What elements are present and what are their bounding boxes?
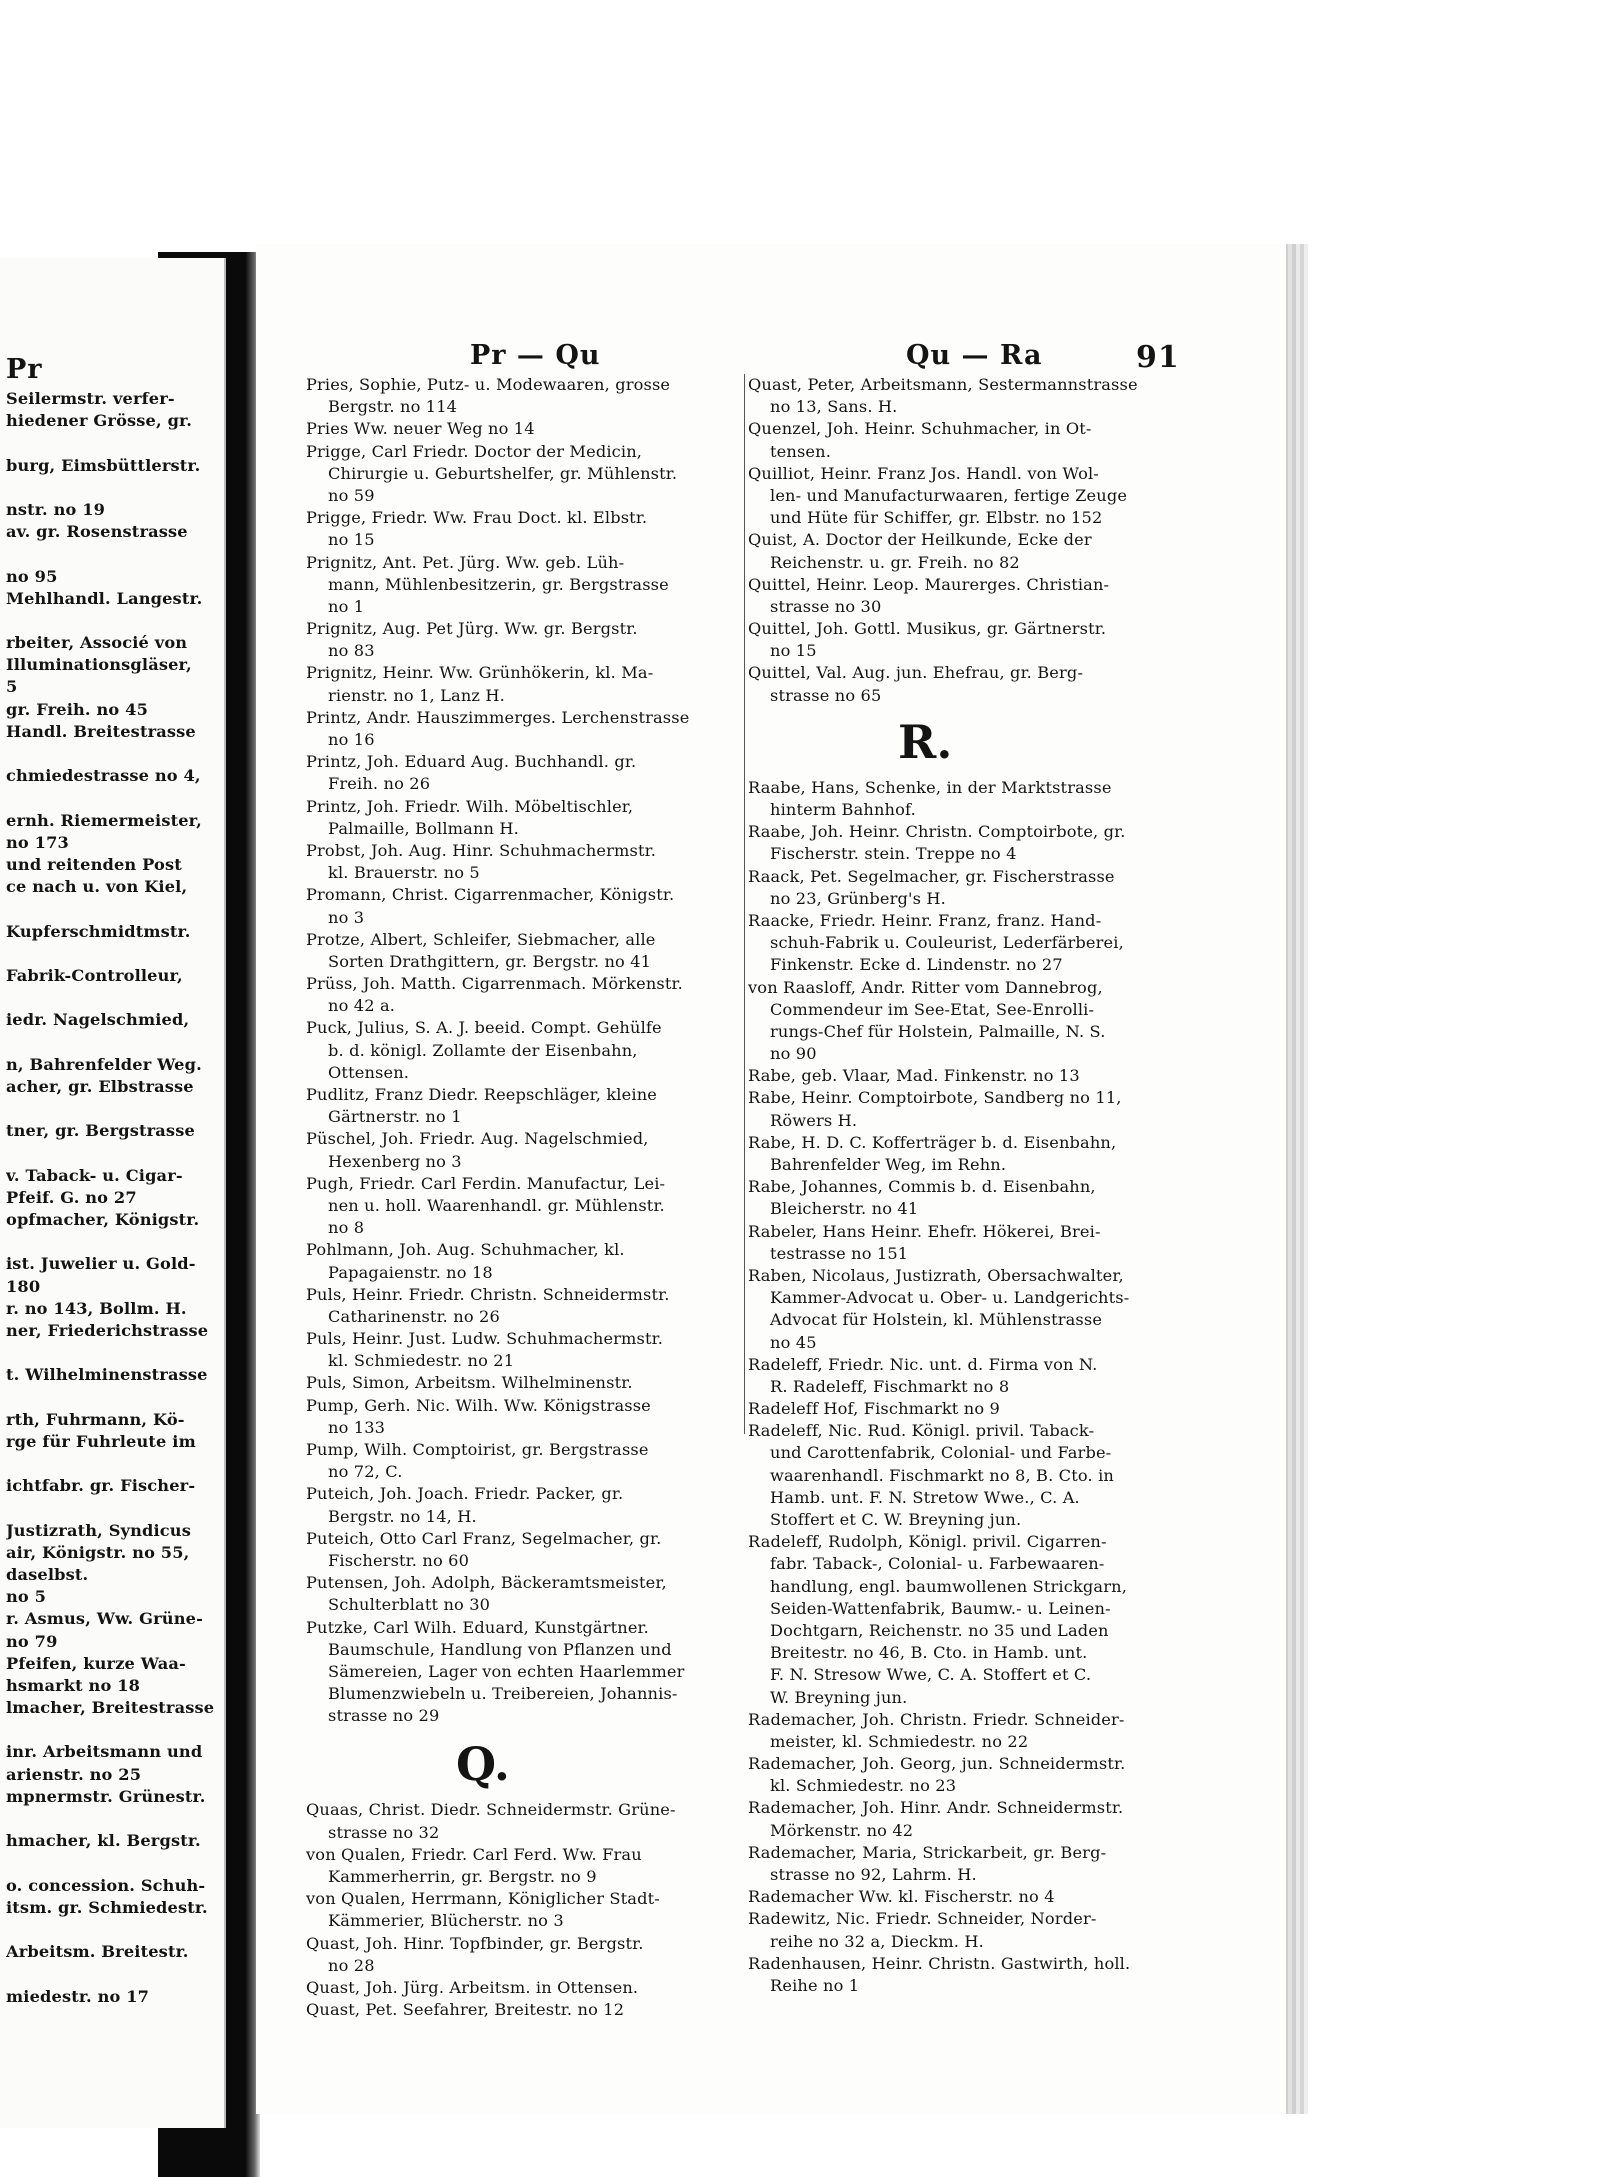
directory-line: gr. Freih. no 45 bbox=[6, 699, 148, 719]
directory-entry-line: Pump, Wilh. Comptoirist, gr. Bergstrasse bbox=[306, 1440, 649, 1459]
left-page bbox=[0, 258, 226, 2128]
directory-entry-line: Rabe, Johannes, Commis b. d. Eisenbahn, bbox=[748, 1177, 1096, 1197]
directory-line: ernh. Riemermeister, bbox=[6, 810, 202, 830]
directory-entry-line: Puls, Heinr. Friedr. Christn. Schneidermstr. bbox=[306, 1284, 670, 1304]
directory-entry-line: Sämereien, Lager von echten Haarlemmer bbox=[328, 1661, 685, 1681]
directory-entry-line: Prigge, Carl Friedr. Doctor der Medicin, bbox=[306, 441, 643, 461]
directory-entry-line: Rademacher, Maria, Strickarbeit, gr. Berg- bbox=[748, 1842, 1107, 1862]
directory-line: v. Taback- u. Cigar- bbox=[6, 1165, 183, 1185]
directory-line: rbeiter, Associé von bbox=[6, 633, 188, 653]
directory-line: miedestr. no 17 bbox=[6, 1986, 150, 2006]
directory-entry-line: rungs-Chef für Holstein, Palmaille, N. S. bbox=[770, 1021, 1106, 1041]
directory-entry-line: Gärtnerstr. no 1 bbox=[328, 1107, 462, 1127]
directory-line bbox=[6, 1852, 214, 1874]
directory-entry-line: Quist, A. Doctor der Heilkunde, Ecke der bbox=[748, 530, 1092, 550]
directory-line: Pfeifen, kurze Waa- bbox=[6, 1653, 186, 1673]
directory-line: o. concession. Schuh- bbox=[6, 1875, 206, 1895]
directory-entry-line: Raabe, Joh. Heinr. Christn. Comptoirbote, gr. bbox=[748, 822, 1126, 842]
directory-entry-line: no 8 bbox=[328, 1218, 365, 1238]
directory-entry-line: Finkenstr. Ecke d. Lindenstr. no 27 bbox=[770, 955, 1063, 975]
directory-entry-line: Dochtgarn, Reichenstr. no 35 und Laden bbox=[770, 1620, 1109, 1640]
directory-entry-line: Quenzel, Joh. Heinr. Schuhmacher, in Ot- bbox=[748, 419, 1092, 439]
directory-line: hsmarkt no 18 bbox=[6, 1675, 141, 1695]
directory-entry-line: Fischerstr. stein. Treppe no 4 bbox=[770, 844, 1017, 864]
directory-entry-line: Puck, Julius, S. A. J. beeid. Compt. Gehülfe bbox=[306, 1018, 662, 1038]
directory-entry-line: rienstr. no 1, Lanz H. bbox=[328, 685, 505, 705]
directory-entry-line: no 23, Grünberg's H. bbox=[770, 888, 946, 908]
directory-entry-line: Rabeler, Hans Heinr. Ehefr. Hökerei, Brei- bbox=[748, 1221, 1101, 1241]
directory-entry-line: Printz, Andr. Hauszimmerges. Lerchenstrasse bbox=[306, 707, 690, 727]
directory-line bbox=[6, 1453, 214, 1475]
directory-line: hiedener Grösse, gr. bbox=[6, 411, 193, 431]
directory-entry-line: Chirurgie u. Geburtshelfer, gr. Mühlenstr. bbox=[328, 463, 678, 483]
directory-entry-line: Rabe, geb. Vlaar, Mad. Finkenstr. no 13 bbox=[748, 1066, 1080, 1086]
directory-entry-line: Hamb. unt. F. N. Stretow Wwe., C. A. bbox=[770, 1487, 1080, 1507]
directory-entry-line: Pries Ww. neuer Weg no 14 bbox=[306, 419, 535, 439]
directory-entry-line: Püschel, Joh. Friedr. Aug. Nagelschmied, bbox=[306, 1129, 649, 1149]
directory-line: r. no 143, Bollm. H. bbox=[6, 1298, 187, 1318]
directory-entry-line: waarenhandl. Fischmarkt no 8, B. Cto. in bbox=[770, 1465, 1114, 1485]
directory-entry-line: no 16 bbox=[328, 730, 375, 749]
directory-entry-line: Radewitz, Nic. Friedr. Schneider, Norder- bbox=[748, 1909, 1097, 1929]
directory-line: Kupferschmidtmstr. bbox=[6, 921, 191, 941]
directory-line bbox=[6, 1031, 214, 1053]
directory-entry-line: Bleicherstr. no 41 bbox=[770, 1199, 919, 1219]
directory-entry-line: Kammerherrin, gr. Bergstr. no 9 bbox=[328, 1867, 597, 1886]
page-number: 91 bbox=[1136, 340, 1180, 375]
directory-entry-line: strasse no 32 bbox=[328, 1822, 440, 1842]
directory-entry-line: Quittel, Joh. Gottl. Musikus, gr. Gärtnerstr. bbox=[748, 619, 1107, 639]
directory-line: 180 bbox=[6, 1276, 41, 1296]
directory-entry-line: Raacke, Friedr. Heinr. Franz, franz. Hand- bbox=[748, 910, 1102, 930]
directory-entry-line: Stoffert et C. W. Breyning jun. bbox=[770, 1510, 1022, 1529]
directory-line: tner, gr. Bergstrasse bbox=[6, 1121, 195, 1141]
directory-line: r. Asmus, Ww. Grüne- bbox=[6, 1609, 203, 1629]
directory-line: acher, gr. Elbstrasse bbox=[6, 1076, 194, 1096]
directory-entry-line: no 90 bbox=[770, 1044, 817, 1064]
directory-entry-line: Radenhausen, Heinr. Christn. Gastwirth, holl. bbox=[748, 1953, 1131, 1973]
directory-line bbox=[6, 1386, 214, 1408]
directory-entry-line: len- und Manufacturwaaren, fertige Zeuge bbox=[770, 485, 1128, 505]
directory-entry-line: no 13, Sans. H. bbox=[770, 397, 898, 417]
directory-line bbox=[6, 543, 214, 565]
directory-entry-line: Prignitz, Aug. Pet Jürg. Ww. gr. Bergstr. bbox=[306, 619, 638, 639]
directory-entry-line: Freih. no 26 bbox=[328, 774, 431, 794]
directory-line bbox=[6, 1098, 214, 1120]
directory-entry-line: no 42 a. bbox=[328, 996, 396, 1016]
directory-line bbox=[6, 1497, 214, 1519]
directory-entry-line: Mörkenstr. no 42 bbox=[770, 1820, 914, 1840]
directory-entry-line: Quittel, Heinr. Leop. Maurerges. Christian- bbox=[748, 574, 1110, 594]
directory-entry-line: Rademacher, Joh. Hinr. Andr. Schneidermstr. bbox=[748, 1798, 1124, 1818]
directory-entry-line: no 28 bbox=[328, 1955, 375, 1975]
directory-line: av. gr. Rosenstrasse bbox=[6, 522, 188, 542]
directory-entry-line: mann, Mühlenbesitzerin, gr. Bergstrasse bbox=[328, 574, 669, 594]
directory-entry-line: Raack, Pet. Segelmacher, gr. Fischerstrasse bbox=[748, 866, 1115, 886]
directory-line: Mehlhandl. Langestr. bbox=[6, 588, 203, 608]
directory-entry-line: Rademacher, Joh. Christn. Friedr. Schneider- bbox=[748, 1709, 1125, 1729]
directory-entry-line: Rabe, H. D. C. Kofferträger b. d. Eisenbahn, bbox=[748, 1132, 1117, 1152]
directory-entry-line: Pump, Gerh. Nic. Wilh. Ww. Königstrasse bbox=[306, 1395, 651, 1415]
directory-entry-line: Kämmerier, Blücherstr. no 3 bbox=[328, 1911, 564, 1931]
directory-line: lmacher, Breitestrasse bbox=[6, 1698, 215, 1718]
directory-entry-line: Reihe no 1 bbox=[770, 1975, 860, 1995]
directory-line bbox=[6, 987, 214, 1009]
directory-entry-line: Raben, Nicolaus, Justizrath, Obersachwalter, bbox=[748, 1265, 1124, 1285]
directory-entry-line: Papagaienstr. no 18 bbox=[328, 1262, 493, 1282]
directory-entry-line: testrasse no 151 bbox=[770, 1243, 909, 1263]
directory-line: ner, Friederichstrasse bbox=[6, 1320, 209, 1340]
directory-entry-line: Bergstr. no 14, H. bbox=[328, 1506, 477, 1526]
directory-line bbox=[6, 1919, 214, 1941]
directory-line bbox=[6, 787, 214, 809]
directory-entry-line: Puls, Heinr. Just. Ludw. Schuhmachermstr. bbox=[306, 1329, 664, 1349]
directory-entry-line: kl. Brauerstr. no 5 bbox=[328, 863, 480, 883]
directory-line: Illuminationsgläser, bbox=[6, 655, 192, 675]
directory-entry-line: Radeleff Hof, Fischmarkt no 9 bbox=[748, 1399, 1000, 1419]
directory-line: no 173 bbox=[6, 832, 69, 852]
directory-line: no 5 bbox=[6, 1587, 47, 1607]
directory-entry-line: no 83 bbox=[328, 641, 375, 661]
directory-entry-line: von Qualen, Herrmann, Königlicher Stadt- bbox=[306, 1889, 660, 1909]
directory-entry-line: Radeleff, Rudolph, Königl. privil. Cigarren- bbox=[748, 1532, 1107, 1552]
column-divider bbox=[744, 374, 745, 1434]
directory-entry-line: Prignitz, Ant. Pet. Jürg. Ww. geb. Lüh- bbox=[306, 552, 625, 572]
directory-line: Pfeif. G. no 27 bbox=[6, 1187, 137, 1207]
directory-line: inr. Arbeitsmann und bbox=[6, 1742, 203, 1762]
directory-line: t. Wilhelminenstrasse bbox=[6, 1365, 208, 1385]
directory-line: n, Bahrenfelder Weg. bbox=[6, 1054, 202, 1074]
directory-entry-line: F. N. Stresow Wwe, C. A. Stoffert et C. bbox=[770, 1665, 1092, 1685]
directory-entry-line: tensen. bbox=[770, 441, 832, 461]
directory-entry-line: Rabe, Heinr. Comptoirbote, Sandberg no 11, bbox=[748, 1088, 1122, 1108]
directory-entry-line: no 59 bbox=[328, 485, 375, 505]
directory-entry-line: Quast, Joh. Hinr. Topfbinder, gr. Bergstr. bbox=[306, 1933, 644, 1953]
directory-entry-line: schuh-Fabrik u. Couleurist, Lederfärberei, bbox=[770, 933, 1124, 953]
directory-entry-line: Probst, Joh. Aug. Hinr. Schuhmachermstr. bbox=[306, 840, 657, 860]
section-heading-r: R. bbox=[898, 714, 953, 769]
running-header-right: Qu — Ra bbox=[906, 340, 1043, 371]
directory-entry-line: strasse no 29 bbox=[328, 1706, 440, 1726]
directory-line: ce nach u. von Kiel, bbox=[6, 877, 188, 897]
directory-entry-line: Schulterblatt no 30 bbox=[328, 1595, 491, 1615]
directory-line: Seilermstr. verfer- bbox=[6, 389, 175, 408]
directory-entry-line: Rademacher Ww. kl. Fischerstr. no 4 bbox=[748, 1887, 1055, 1907]
directory-line: rth, Fuhrmann, Kö- bbox=[6, 1409, 185, 1429]
directory-entry-line: no 45 bbox=[770, 1332, 817, 1352]
directory-entry-line: Hexenberg no 3 bbox=[328, 1151, 462, 1171]
directory-entry-line: Blumenzwiebeln u. Treibereien, Johannis- bbox=[328, 1684, 678, 1704]
directory-line: daselbst. bbox=[6, 1564, 89, 1584]
directory-entry-line: von Raasloff, Andr. Ritter vom Dannebrog, bbox=[748, 977, 1103, 997]
directory-entry-line: fabr. Taback-, Colonial- u. Farbewaaren- bbox=[770, 1554, 1105, 1574]
directory-line: nstr. no 19 bbox=[6, 499, 106, 519]
directory-entry-line: b. d. königl. Zollamte der Eisenbahn, bbox=[328, 1040, 638, 1060]
directory-entry-line: Quilliot, Heinr. Franz Jos. Handl. von Wol- bbox=[748, 463, 1099, 483]
directory-line bbox=[6, 1719, 214, 1741]
directory-column-b bbox=[748, 374, 1448, 1997]
directory-entry-line: Röwers H. bbox=[770, 1110, 858, 1130]
directory-entry-line: kl. Schmiedestr. no 23 bbox=[770, 1776, 957, 1796]
directory-entry-line: Quaas, Christ. Diedr. Schneidermstr. Grüne- bbox=[306, 1800, 676, 1820]
directory-line: rge für Fuhrleute im bbox=[6, 1431, 196, 1451]
directory-entry-line: Printz, Joh. Eduard Aug. Buchhandl. gr. bbox=[306, 752, 637, 772]
directory-line: iedr. Nagelschmied, bbox=[6, 1010, 190, 1030]
directory-line: und reitenden Post bbox=[6, 854, 182, 874]
directory-entry-line: Palmaille, Bollmann H. bbox=[328, 818, 519, 838]
directory-entry-line: strasse no 30 bbox=[770, 596, 882, 616]
directory-entry-line: reihe no 32 a, Dieckm. H. bbox=[770, 1931, 984, 1951]
directory-entry-line: Quast, Pet. Seefahrer, Breitestr. no 12 bbox=[306, 2000, 625, 2020]
directory-entry-line: Pohlmann, Joh. Aug. Schuhmacher, kl. bbox=[306, 1240, 625, 1260]
directory-entry-line: strasse no 92, Lahrm. H. bbox=[770, 1865, 977, 1884]
directory-entry-line: und Carottenfabrik, Colonial- und Farbe- bbox=[770, 1443, 1112, 1463]
directory-entry-line: Prüss, Joh. Matth. Cigarrenmach. Mörkenstr. bbox=[306, 974, 683, 994]
directory-line: Justizrath, Syndicus bbox=[6, 1520, 191, 1540]
directory-entry-line: Pudlitz, Franz Diedr. Reepschläger, kleine bbox=[306, 1085, 658, 1104]
directory-entry-line: Bahrenfelder Weg, im Rehn. bbox=[770, 1155, 1007, 1174]
directory-line bbox=[6, 943, 214, 965]
directory-line: opfmacher, Königstr. bbox=[6, 1209, 200, 1229]
running-header-left: Pr — Qu bbox=[470, 340, 601, 371]
directory-line: Fabrik-Controlleur, bbox=[6, 965, 183, 985]
directory-entry-line: nen u. holl. Waarenhandl. gr. Mühlenstr. bbox=[328, 1195, 665, 1215]
directory-entry-line: Kammer-Advocat u. Ober- u. Landgerichts- bbox=[770, 1288, 1130, 1308]
directory-entry-line: Reichenstr. u. gr. Freih. no 82 bbox=[770, 552, 1020, 572]
directory-entry-line: Prigge, Friedr. Ww. Frau Doct. kl. Elbstr. bbox=[306, 508, 648, 528]
directory-entry-line: meister, kl. Schmiedestr. no 22 bbox=[770, 1731, 1029, 1751]
directory-entry-line: Quast, Joh. Jürg. Arbeitsm. in Ottensen. bbox=[306, 1977, 639, 1997]
directory-line: Arbeitsm. Breitestr. bbox=[6, 1942, 189, 1962]
directory-line bbox=[6, 898, 214, 920]
directory-line bbox=[6, 610, 214, 632]
directory-entry-line: kl. Schmiedestr. no 21 bbox=[328, 1351, 515, 1371]
directory-entry-line: no 3 bbox=[328, 907, 365, 927]
directory-entry-line: Breitestr. no 46, B. Cto. in Hamb. unt. bbox=[770, 1643, 1088, 1663]
directory-line bbox=[6, 743, 214, 765]
directory-entry-line: Printz, Joh. Friedr. Wilh. Möbeltischler, bbox=[306, 796, 634, 816]
section-heading-q: Q. bbox=[456, 1737, 511, 1792]
directory-line: mpnermstr. Grünestr. bbox=[6, 1786, 206, 1806]
directory-line bbox=[6, 1342, 214, 1364]
directory-entry-line: Sorten Drathgittern, gr. Bergstr. no 41 bbox=[328, 951, 652, 971]
directory-line bbox=[6, 1142, 214, 1164]
directory-line: no 79 bbox=[6, 1631, 58, 1651]
directory-entry-line: R. Radeleff, Fischmarkt no 8 bbox=[770, 1376, 1010, 1396]
directory-entry-line: Prignitz, Heinr. Ww. Grünhökerin, kl. Ma- bbox=[306, 663, 654, 683]
directory-entry-line: Pries, Sophie, Putz- u. Modewaaren, grosse bbox=[306, 375, 671, 394]
directory-entry-line: Puteich, Otto Carl Franz, Segelmacher, gr. bbox=[306, 1528, 662, 1548]
directory-line: itsm. gr. Schmiedestr. bbox=[6, 1897, 208, 1917]
directory-entry-line: no 133 bbox=[328, 1417, 386, 1437]
directory-entry-line: no 15 bbox=[770, 641, 817, 661]
directory-line bbox=[6, 1963, 214, 1985]
directory-line: chmiedestrasse no 4, bbox=[6, 766, 201, 786]
directory-entry-line: Quittel, Val. Aug. jun. Ehefrau, gr. Berg- bbox=[748, 663, 1084, 683]
directory-entry-line: Pugh, Friedr. Carl Ferdin. Manufactur, Lei- bbox=[306, 1173, 666, 1193]
directory-line: burg, Eimsbüttlerstr. bbox=[6, 455, 201, 475]
directory-line: hmacher, kl. Bergstr. bbox=[6, 1831, 201, 1851]
directory-entry-line: Radeleff, Nic. Rud. Königl. privil. Taback- bbox=[748, 1421, 1095, 1441]
directory-entry-line: Puteich, Joh. Joach. Friedr. Packer, gr. bbox=[306, 1484, 624, 1504]
directory-line: Handl. Breitestrasse bbox=[6, 721, 196, 741]
directory-entry-line: Seiden-Wattenfabrik, Baumw.- u. Leinen- bbox=[770, 1598, 1111, 1618]
directory-line bbox=[6, 1231, 214, 1253]
directory-line: no 95 bbox=[6, 566, 58, 586]
directory-entry-line: Protze, Albert, Schleifer, Siebmacher, alle bbox=[306, 929, 656, 949]
directory-entry-line: Putensen, Joh. Adolph, Bäckeramtsmeister, bbox=[306, 1573, 667, 1593]
directory-entry-line: Promann, Christ. Cigarrenmacher, Königstr. bbox=[306, 885, 675, 905]
directory-entry-line: Advocat für Holstein, kl. Mühlenstrasse bbox=[770, 1310, 1103, 1330]
directory-line: arienstr. no 25 bbox=[6, 1764, 142, 1784]
directory-entry-line: Ottensen. bbox=[328, 1062, 410, 1082]
directory-line bbox=[6, 1808, 214, 1830]
directory-line: 5 bbox=[6, 677, 18, 697]
directory-line bbox=[6, 432, 214, 454]
left-page-column bbox=[6, 388, 214, 2008]
directory-entry-line: no 1 bbox=[328, 596, 365, 616]
directory-entry-line: no 72, C. bbox=[328, 1462, 403, 1482]
directory-entry-line: no 15 bbox=[328, 530, 375, 550]
directory-entry-line: hinterm Bahnhof. bbox=[770, 800, 916, 819]
directory-entry-line: Radeleff, Friedr. Nic. unt. d. Firma von N. bbox=[748, 1354, 1098, 1374]
directory-entry-line: strasse no 65 bbox=[770, 685, 882, 705]
directory-entry-line: Baumschule, Handlung von Pflanzen und bbox=[328, 1639, 672, 1659]
directory-line: ist. Juwelier u. Gold- bbox=[6, 1254, 196, 1274]
directory-entry-line: Puls, Simon, Arbeitsm. Wilhelminenstr. bbox=[306, 1373, 633, 1393]
directory-entry-line: Raabe, Hans, Schenke, in der Marktstrasse bbox=[748, 777, 1112, 797]
directory-entry-line: Rademacher, Joh. Georg, jun. Schneidermstr. bbox=[748, 1754, 1126, 1774]
directory-entry-line: Bergstr. no 114 bbox=[328, 397, 458, 417]
directory-entry-line: Quast, Peter, Arbeitsmann, Sestermannstrasse bbox=[748, 375, 1138, 394]
right-page bbox=[256, 244, 1286, 2114]
directory-entry-line: Putzke, Carl Wilh. Eduard, Kunstgärtner. bbox=[306, 1617, 649, 1637]
directory-entry-line: Catharinenstr. no 26 bbox=[328, 1306, 500, 1326]
directory-entry-line: Fischerstr. no 60 bbox=[328, 1550, 470, 1570]
left-page-header: Pr bbox=[6, 354, 43, 385]
directory-line: ichtfabr. gr. Fischer- bbox=[6, 1476, 196, 1496]
directory-entry-line: und Hüte für Schiffer, gr. Elbstr. no 152 bbox=[770, 508, 1103, 528]
directory-entry-line: handlung, engl. baumwollenen Strickgarn, bbox=[770, 1576, 1127, 1596]
directory-line: air, Königstr. no 55, bbox=[6, 1542, 190, 1562]
directory-entry-line: Commendeur im See-Etat, See-Enrolli- bbox=[770, 999, 1095, 1019]
directory-line bbox=[6, 477, 214, 499]
directory-entry-line: W. Breyning jun. bbox=[770, 1687, 908, 1707]
directory-entry-line: von Qualen, Friedr. Carl Ferd. Ww. Frau bbox=[306, 1844, 642, 1864]
